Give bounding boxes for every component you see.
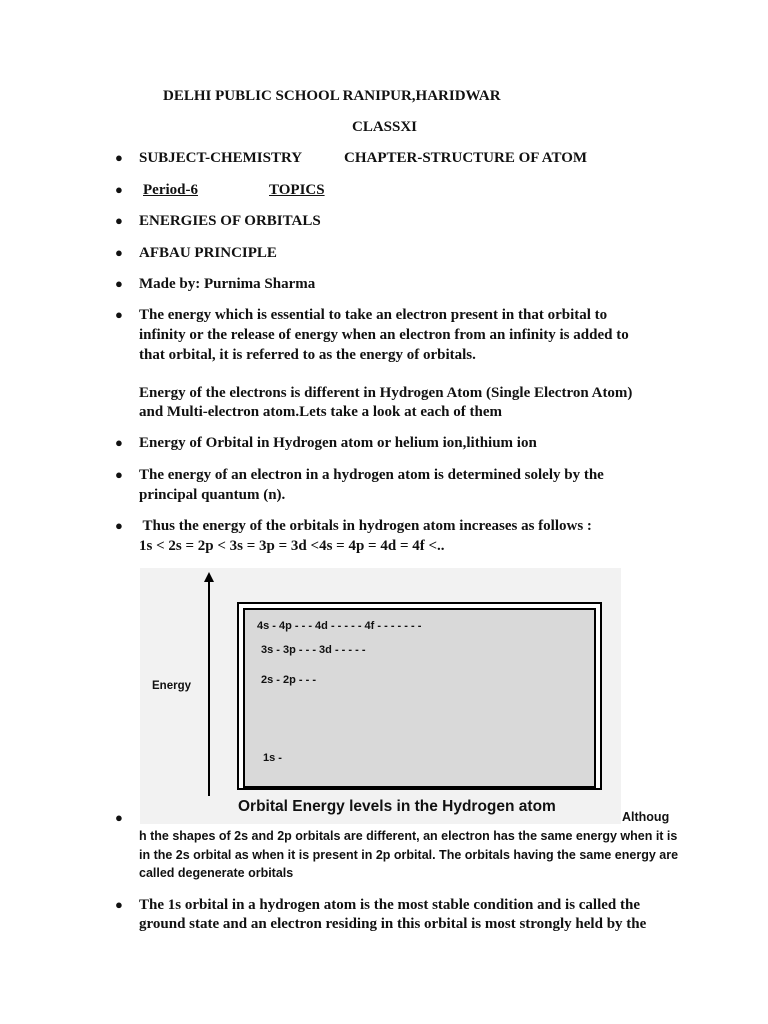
bullet-dot: ● xyxy=(115,518,123,533)
energy-def-line: infinity or the release of energy when an electron from an infinity is added to xyxy=(139,327,629,343)
degenerate-line: h the shapes of 2s and 2p orbitals are different, an electron has the same energy when it is xyxy=(139,829,678,843)
bullet-dot: ● xyxy=(115,213,123,228)
pqn-line: principal quantum (n). xyxy=(139,487,286,503)
bullet-dot: ● xyxy=(115,467,123,482)
hydrogen-heading: Energy of Orbital in Hydrogen atom or helium ion,lithium ion xyxy=(139,435,537,451)
pqn-line: The energy of an electron in a hydrogen atom is determined solely by the xyxy=(139,467,604,483)
energy-diff-line: and Multi-electron atom.Lets take a look at each of them xyxy=(139,404,503,420)
topic-energies: ENERGIES OF ORBITALS xyxy=(139,213,321,229)
energy-diff-line: Energy of the electrons is different in Hydrogen Atom (Single Electron Atom) xyxy=(139,385,633,401)
bullet-dot: ● xyxy=(115,810,123,825)
topic-afbau: AFBAU PRINCIPLE xyxy=(139,245,277,261)
orbital-energy-figure xyxy=(140,568,621,824)
degenerate-line: called degenerate orbitals xyxy=(139,866,294,880)
topics-label: TOPICS xyxy=(269,182,325,198)
energy-axis-arrow xyxy=(200,572,220,798)
bullet-dot: ● xyxy=(115,182,123,197)
chapter-label: CHAPTER-STRUCTURE OF ATOM xyxy=(344,150,588,166)
degenerate-line: in the 2s orbital as when it is present in 2p orbital. The orbitals having the same energy are xyxy=(139,848,679,862)
energy-axis-label: Energy xyxy=(152,680,191,692)
class-title: CLASSXI xyxy=(352,119,418,135)
figure-caption: Orbital Energy levels in the Hydrogen atom xyxy=(238,798,556,815)
level-n1: 1s - xyxy=(263,752,282,764)
bullet-dot: ● xyxy=(115,245,123,260)
levels-frame xyxy=(237,602,602,790)
ground-state-line: ground state and an electron residing in this orbital is most strongly held by the xyxy=(139,916,647,932)
bullet-dot: ● xyxy=(115,435,123,450)
energy-def-line: The energy which is essential to take an electron present in that orbital to xyxy=(139,307,608,323)
bullet-dot: ● xyxy=(115,150,123,165)
order-line: Thus the energy of the orbitals in hydrogen atom increases as follows : xyxy=(139,518,592,534)
ground-state-line: The 1s orbital in a hydrogen atom is the most stable condition and is called the xyxy=(139,897,641,913)
school-title: DELHI PUBLIC SCHOOL RANIPUR,HARIDWAR xyxy=(163,88,501,104)
subject-label: SUBJECT-CHEMISTRY xyxy=(139,150,303,166)
period-label: Period-6 xyxy=(143,182,198,198)
bullet-dot: ● xyxy=(115,307,123,322)
level-n3: 3s - 3p - - - 3d - - - - - xyxy=(261,644,366,656)
author-line: Made by: Purnima Sharma xyxy=(139,276,316,292)
degenerate-line: Althoug xyxy=(622,810,670,824)
order-sequence: 1s < 2s = 2p < 3s = 3p = 3d <4s = 4p = 4d = 4f <.. xyxy=(139,538,445,554)
level-n2: 2s - 2p - - - xyxy=(261,674,317,686)
energy-def-line: that orbital, it is referred to as the energy of orbitals. xyxy=(139,347,476,363)
bullet-dot: ● xyxy=(115,897,123,912)
level-n4: 4s - 4p - - - 4d - - - - - 4f - - - - - - - xyxy=(257,620,422,632)
bullet-dot: ● xyxy=(115,276,123,291)
levels-panel xyxy=(243,608,596,788)
